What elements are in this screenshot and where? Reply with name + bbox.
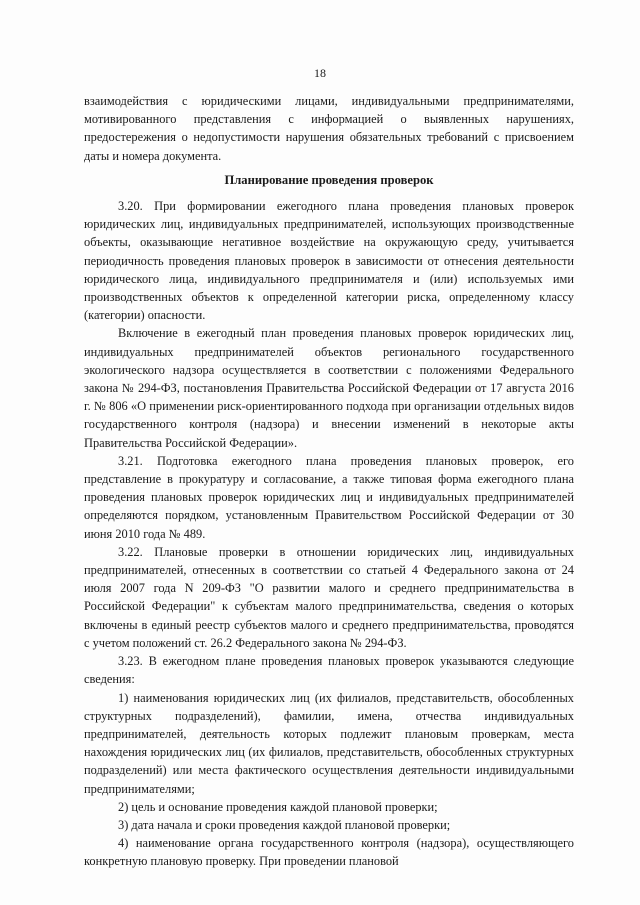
document-body [84, 92, 574, 871]
intro-paragraph: взаимодействия с юридическими лицами, индивидуальными предпринимателями, мотивированного представления с информацией о выявленных нарушениях, предостережения о недопустимости нарушения обязательных требований с присвоением даты и номера документа. [84, 94, 574, 163]
list-item-4: 4) наименование органа государственного контроля (надзора), осуществляющего конкретную плановую проверку. При проведении плановой [84, 836, 574, 869]
section-heading: Планирование проведения проверок [224, 172, 434, 187]
paragraph-3-20: 3.20. При формировании ежегодного плана проведения плановых проверок юридических лиц, индивидуальных предпринимателей, использующих производственные объекты, оказывающие негативное воздействие на окружающую среду, учитывается периодичность проведения плановых проверок в зависимости от отнесения деятельности юридического лица, индивидуального предпринимателя и (или) используемых ими производственных объектов к определенной категории риска, определенному классу (категории) опасности. [84, 199, 574, 323]
paragraph-3-22: 3.22. Плановые проверки в отношении юридических лиц, индивидуальных предпринимателей, отнесенных в соответствии со статьей 4 Федерального закона от 24 июля 2007 года N 209-ФЗ "О развитии малого и среднего предпринимательства в Российской Федерации" к субъектам малого предпринимательства, сведения о которых включены в единый реестр субъектов малого и среднего предпринимательства, проводятся с учетом положений ст. 26.2 Федерального закона № 294-ФЗ. [84, 544, 574, 650]
paragraph-inclusion: Включение в ежегодный план проведения плановых проверок юридических лиц, индивидуальных предпринимателей объектов регионального государственного экологического надзора осуществляется в соответствии с положениями Федерального закона № 294-ФЗ, постановления Правительства Российской Федерации от 17 августа 2016 г. № 806 «О применении риск-ориентированного подхода при организации отдельных видов государственного контроля (надзора) и внесении изменений в некоторые акты Правительства Российской Федерации». [84, 326, 574, 450]
paragraph-3-21: 3.21. Подготовка ежегодного плана проведения плановых проверок, его представление в прокуратуру и согласование, а также типовая форма ежегодного плана проведения плановых проверок юридических лиц и индивидуальных предпринимателей определяются порядком, установленным Правительством Российской Федерации от 30 июня 2010 года № 489. [84, 453, 574, 541]
list-item-1: 1) наименования юридических лиц (их филиалов, представительств, обособленных структурных подразделений), фамилии, имена, отчества индивидуальных предпринимателей, деятельность которых подлежит плановым проверкам, места нахождения юридических лиц (их филиалов, представительств, обособленных структурных подразделений) или места фактического осуществления деятельности индивидуальными предпринимателями; [84, 690, 574, 796]
list-item-3: 3) дата начала и сроки проведения каждой плановой проверки; [118, 817, 451, 832]
paragraph-3-23: 3.23. В ежегодном плане проведения плановых проверок указываются следующие сведения: [84, 654, 574, 687]
list-item-2: 2) цель и основание проведения каждой плановой проверки; [118, 799, 438, 814]
page-number: 18 [314, 66, 326, 80]
